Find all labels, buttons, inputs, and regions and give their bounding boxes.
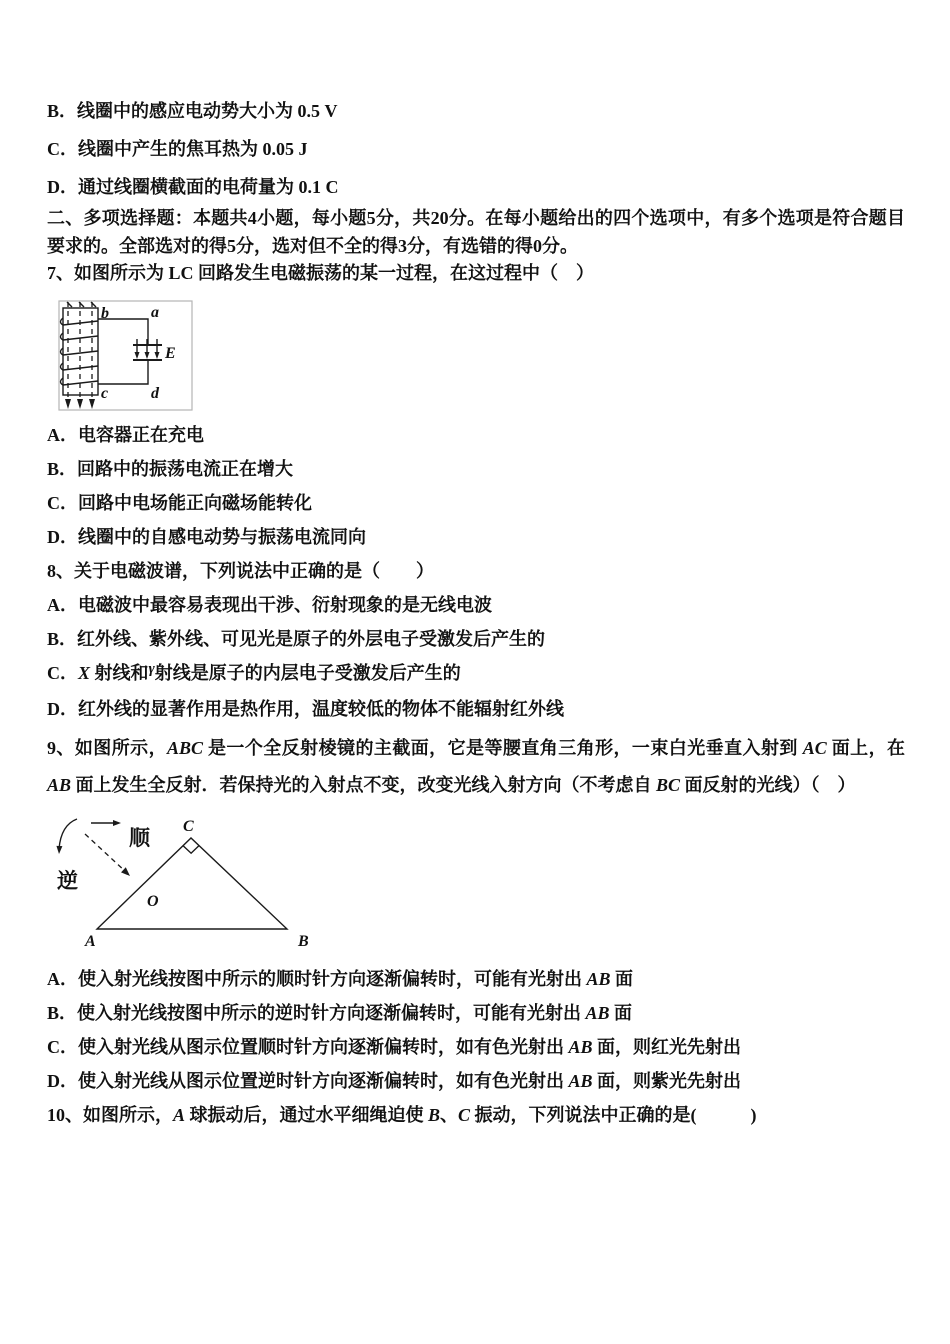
q9-option-d: D．使入射光线从图示位置逆时针方向逐渐偏转时，如有色光射出 AB 面，则紫光先射出 (47, 1071, 742, 1091)
label-O: O (147, 893, 159, 910)
q7-option-b: B．回路中的振荡电流正在增大 (47, 459, 294, 479)
q7-option-d: D．线圈中的自感电动势与振荡电流同向 (47, 527, 366, 547)
label-A: A (85, 933, 96, 950)
prev-option-b: B．线圈中的感应电动势大小为 0.5 V (47, 101, 338, 121)
label-b: b (101, 305, 109, 322)
field-arrow-icon (135, 352, 140, 359)
q9-stem: 9、如图所示，ABC 是一个全反射棱镜的主截面，它是等腰直角三角形，一束白光垂直入射到 AC 面上，在 AB 面上发生全反射．若保持光的入射点不变，改变光线入射方向（不考虑自 BC 面反射的光线）（ ） (47, 738, 906, 795)
q8-option-a: A．电磁波中最容易表现出干涉、衍射现象的是无线电波 (47, 595, 492, 615)
label-clockwise: 顺 (129, 826, 150, 850)
q9-option-b: B．使入射光线按图中所示的逆时针方向逐渐偏转时，可能有光射出 AB 面 (47, 1003, 633, 1023)
q8-stem: 8、关于电磁波谱，下列说法中正确的是（ ） (47, 561, 434, 581)
counterclockwise-arrow-icon (59, 819, 77, 849)
label-E: E (165, 345, 176, 362)
label-d: d (151, 385, 159, 402)
q9-option-a: A．使入射光线按图中所示的顺时针方向逐渐偏转时，可能有光射出 AB 面 (47, 969, 634, 989)
section-header: 二、多项选择题：本题共4小题，每小题5分，共20分。在每小题给出的四个选项中，有多个选项是符合题目要求的。全部选对的得5分，选对但不全的得3分，有选错的得0分。 (47, 208, 905, 256)
circuit-wire (98, 319, 148, 345)
q8-option-b: B．红外线、紫外线、可见光是原子的外层电子受激发后产生的 (47, 629, 546, 649)
q7-stem: 7、如图所示为 LC 回路发生电磁振荡的某一过程，在这过程中（ ） (47, 263, 595, 283)
label-C: C (183, 818, 194, 835)
q10-stem: 10、如图所示，A 球振动后，通过水平细绳迫使 B、C 振动，下列说法中正确的是( ) (47, 1105, 757, 1125)
q8-option-d: D．红外线的显著作用是热作用，温度较低的物体不能辐射红外线 (47, 699, 564, 719)
flux-arrow-icon (65, 399, 71, 409)
prev-option-d: D．通过线圈横截面的电荷量为 0.1 C (47, 177, 339, 197)
label-a: a (151, 304, 159, 321)
prev-option-c: C．线圈中产生的焦耳热为 0.05 J (47, 139, 308, 159)
lc-circuit-figure (55, 292, 205, 420)
incident-ray (85, 834, 126, 872)
label-counterclockwise: 逆 (57, 869, 78, 893)
prism-figure (55, 809, 335, 954)
ray-arrow-icon (121, 867, 132, 878)
label-B: B (298, 933, 309, 950)
q7-option-a: A．电容器正在充电 (47, 425, 204, 445)
q8-option-c: C．X 射线和$^\gamma$射线是原子的内层电子受激发后产生的 (47, 661, 461, 683)
label-c: c (101, 385, 109, 402)
right-angle-icon (183, 846, 199, 854)
q9-option-c: C．使入射光线从图示位置顺时针方向逐渐偏转时，如有色光射出 AB 面，则红光先射出 (47, 1037, 742, 1057)
q7-option-c: C．回路中电场能正向磁场能转化 (47, 493, 312, 513)
